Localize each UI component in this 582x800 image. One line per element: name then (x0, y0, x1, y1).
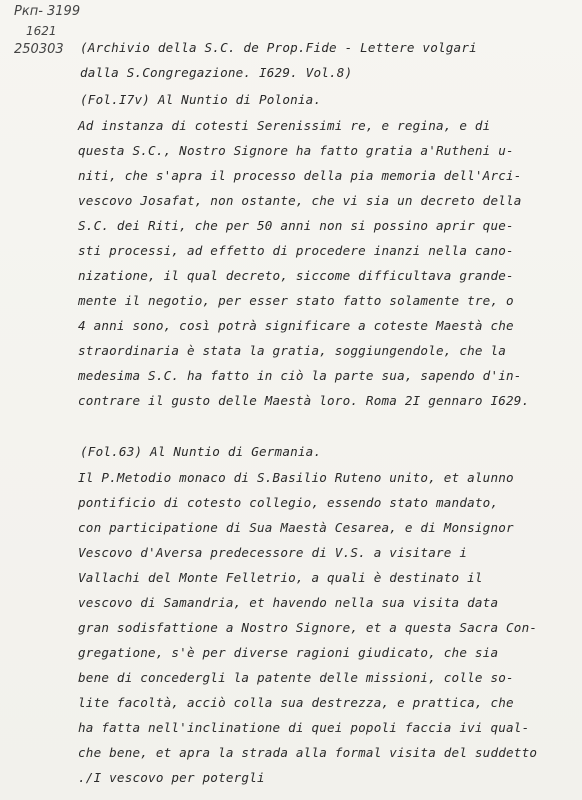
section-1-line: Ad instanza di cotesti Serenissimi re, e regina, e di (78, 118, 491, 133)
section-2-line: ./I vescovo per potergli (78, 770, 265, 785)
section-2-line: Vallachi del Monte Felletrio, a quali è destinato il (78, 570, 483, 585)
handwritten-code: 250303 (14, 42, 64, 57)
section-1-line: nizatione, il qual decreto, siccome difficultava grande- (78, 268, 514, 283)
section-1-line: sti processi, ad effetto di procedere inanzi nella cano- (78, 243, 514, 258)
section-1-line: niti, che s'apra il processo della pia memoria dell'Arci- (78, 168, 522, 183)
section-2-line: che bene, et apra la strada alla formal visita del suddetto (78, 745, 538, 760)
section-2-line: lite facoltà, acciò colla sua destrezza, e prattica, che (78, 695, 514, 710)
section-1-line: contrare il gusto delle Maestà loro. Roma 2I gennaro I629. (78, 393, 530, 408)
section-2-line: gran sodisfattione a Nostro Signore, et a questa Sacra Con- (78, 620, 538, 635)
header-line-2: dalla S.Congregazione. I629. Vol.8) (80, 65, 353, 80)
handwritten-number: 1621 (26, 24, 57, 38)
section-2-line: bene di concedergli la patente delle missioni, colle so- (78, 670, 514, 685)
section-2-line: pontificio di cotesto collegio, essendo stato mandato, (78, 495, 499, 510)
section-2-line: vescovo di Samandria, et havendo nella sua visita data (78, 595, 499, 610)
header-line-1: (Archivio della S.C. de Prop.Fide - Lettere volgari (80, 40, 477, 55)
section-2-line: gregatione, s'è per diverse ragioni giudicato, che sia (78, 645, 499, 660)
section-2-heading: (Fol.63) Al Nuntio di Germania. (80, 444, 322, 459)
section-1-line: straordinaria è stata la gratia, soggiungendole, che la (78, 343, 507, 358)
section-2-line: con participatione di Sua Maestà Cesarea, e di Monsignor (78, 520, 514, 535)
section-2-line: Vescovo d'Aversa predecessore di V.S. a visitare i (78, 545, 468, 560)
section-2-line: ha fatta nell'inclinatione di quei popoli faccia ivi qual- (78, 720, 530, 735)
section-1-line: questa S.C., Nostro Signore ha fatto gratia a'Rutheni u- (78, 143, 514, 158)
handwritten-reference: Pкп- 3199 (14, 4, 81, 19)
section-1-line: medesima S.C. ha fatto in ciò la parte sua, sapendo d'in- (78, 368, 522, 383)
section-1-line: vescovo Josafat, non ostante, che vi sia un decreto della (78, 193, 522, 208)
section-1-heading: (Fol.I7v) Al Nuntio di Polonia. (80, 92, 322, 107)
section-1-line: 4 anni sono, così potrà significare a coteste Maestà che (78, 318, 514, 333)
section-1-line: mente il negotio, per esser stato fatto solamente tre, o (78, 293, 514, 308)
section-1-line: S.C. dei Riti, che per 50 anni non si possino aprir que- (78, 218, 514, 233)
section-2-line: Il P.Metodio monaco di S.Basilio Ruteno unito, et alunno (78, 470, 514, 485)
